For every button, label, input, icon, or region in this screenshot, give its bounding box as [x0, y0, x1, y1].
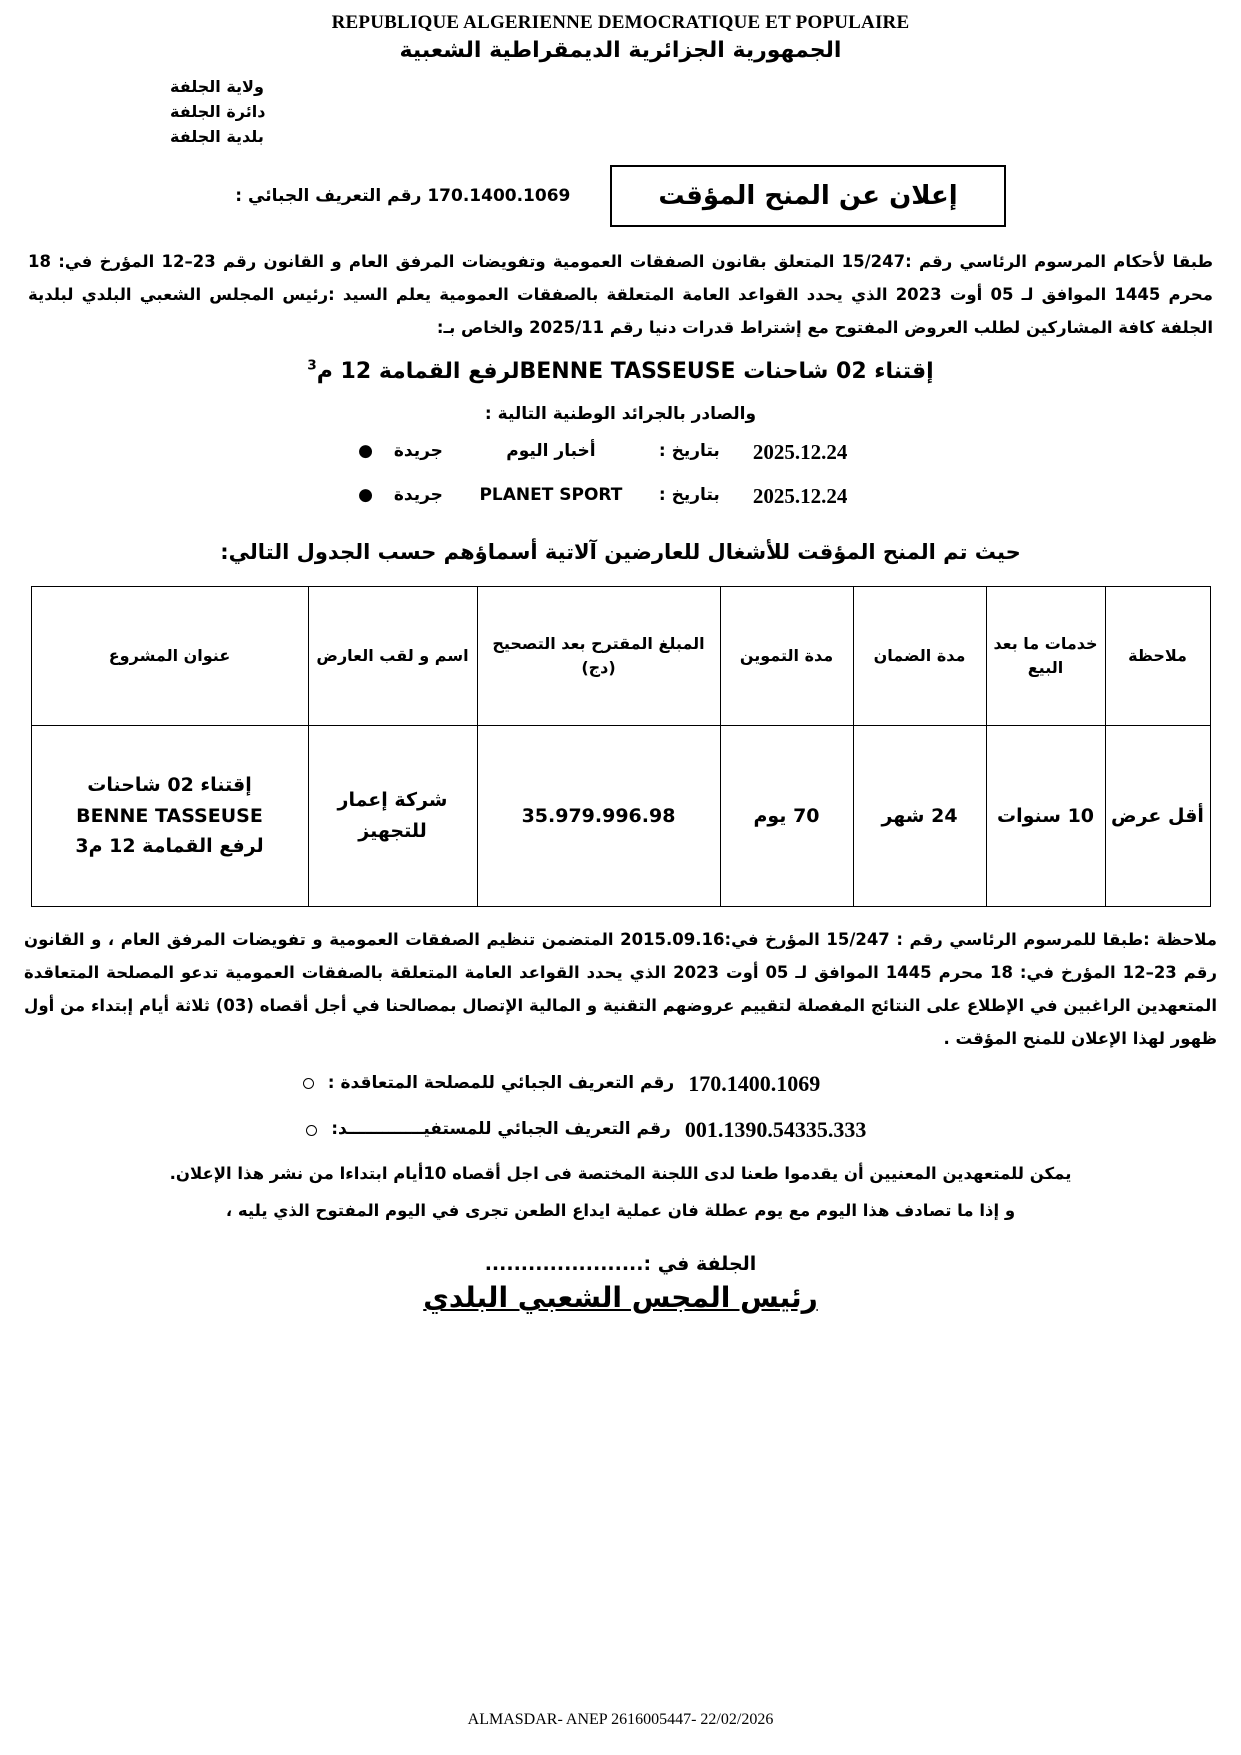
cell-project-line1: إقتناء 02 شاحنات [87, 774, 252, 797]
col-bidder: اسم و لقب العارض [308, 586, 477, 725]
header-fiscal-id-label: رقم التعريف الجبائي : [235, 186, 422, 207]
circle-bullet-icon [306, 1125, 317, 1136]
bullet-icon: ● [358, 441, 373, 462]
legal-note: ملاحظة :طبقا للمرسوم الرئاسي رقم : 15/247 المؤرخ في:2015.09.16 المتضمن تنظيم الصفقات العمومية و تفويضات المرفق العام ، و القانون رقم 23–12 المؤرخ في: 18 محرم 1445 الموافق لـ 05 أوت 2023 الذي يحدد القواعد العامة المتعلقة بالصفقات العمومية تدعو المصلحة المتعاقدة المتعهدين الراغبين في الإطلاع على النتائج المفصلة لتقييم عروضهم التقنية و المالية الإتصال بمصالحنا في أجل أقصاه (03) ثلاثة أيام إبتداء من أول ظهور لهذا الإعلان للمنح المؤقت . [24, 929, 1217, 1048]
col-after-sale: خدمات ما بعد البيع [986, 586, 1105, 725]
journals-list [0, 430, 1241, 518]
subject-superscript: 3 [307, 358, 317, 375]
fiscal-id-row [0, 1107, 1241, 1153]
table-header-row [31, 586, 1210, 725]
cell-supply-period: 70 يوم [720, 725, 853, 906]
col-note: ملاحظة [1105, 586, 1210, 725]
journals-intro: والصادر بالجرائد الوطنية التالية : [484, 403, 757, 424]
header-fiscal-id [235, 186, 570, 206]
journal-name: أخبار اليوم [506, 440, 596, 461]
journal-date: 2025.12.24 [752, 483, 848, 508]
title-row [0, 165, 1241, 227]
subject-text-after: لرفع القمامة 12 م [316, 359, 520, 385]
journal-name: PLANET SPORT [479, 484, 623, 505]
journal-date-label: بتاريخ : [658, 440, 720, 461]
header-fiscal-id-value: 170.1400.1069 [427, 186, 571, 207]
contracting-fiscal-id-label: رقم التعريف الجبائي للمصلحة المتعاقدة : [327, 1073, 675, 1094]
table-row [31, 725, 1210, 906]
cell-warranty: 24 شهر [853, 725, 986, 906]
intro-paragraph: طبقا لأحكام المرسوم الرئاسي رقم :15/247 المتعلق بقانون الصفقات العمومية وتفويضات المرفق العام و القانون رقم 23–12 المؤرخ في: 18 محرم 1445 الموافق لـ 05 أوت 2023 الذي يحدد القواعد العامة المتعلقة بالصفقات العمومية يعلم السيد :رئيس المجلس الشعبي البلدي لبلدية الجلفة كافة المشاركين لطلب العروض المفتوح مع إشتراط قدرات دنيا رقم 2025/11 والخاص بـ: [28, 252, 1213, 338]
journal-date-label: بتاريخ : [658, 484, 720, 505]
cell-project [31, 725, 308, 906]
journal-row [0, 430, 1241, 474]
fiscal-ids-list [0, 1061, 1241, 1153]
award-intro-line: حيث تم المنح المؤقت للأشغال للعارضين آلاتية أسماؤهم حسب الجدول التالي: [220, 539, 1021, 564]
journal-date: 2025.12.24 [752, 439, 848, 464]
appeal-line-2: و إذا ما تصادف هذا اليوم مع يوم عطلة فان عملية ايداع الطعن تجرى في اليوم المفتوح الذي يليه ، [225, 1201, 1016, 1221]
beneficiary-fiscal-id-value: 001.1390.54335.333 [684, 1116, 867, 1142]
baladia-line: بلدية الجلفة [170, 126, 264, 146]
contracting-fiscal-id-value: 170.1400.1069 [688, 1070, 821, 1096]
cell-note: أقل عرض [1105, 725, 1210, 906]
bullet-icon: ● [358, 485, 373, 506]
announcement-title-box: إعلان عن المنح المؤقت [610, 165, 1005, 227]
cell-bidder: شركة إعمار للتجهيز [308, 725, 477, 906]
col-amount: المبلغ المقترح بعد التصحيح (دج) [477, 586, 720, 725]
intro-paragraph-block [28, 245, 1213, 389]
col-warranty: مدة الضمان [853, 586, 986, 725]
journal-label: جريدة [393, 484, 443, 505]
daira-line: دائرة الجلفة [170, 101, 266, 121]
cell-project-line3: لرفع القمامة 12 م3 [75, 834, 264, 857]
footer-reference: ALMASDAR- ANEP 2616005447- 22/02/2026 [467, 1711, 774, 1728]
cell-amount: 35.979.996.98 [477, 725, 720, 906]
signature-block [0, 1253, 1241, 1314]
fiscal-id-row [0, 1061, 1241, 1107]
wilaya-line: ولاية الجلفة [170, 77, 264, 96]
cell-project-line2: BENNE TASSEUSE [76, 804, 263, 827]
signature-place: الجلفة في :...................... [484, 1253, 757, 1276]
subject-text-latin: BENNE TASSEUSE [519, 359, 736, 385]
circle-bullet-icon [303, 1078, 314, 1089]
col-project: عنوان المشروع [31, 586, 308, 725]
beneficiary-fiscal-id-label: رقم التعريف الجبائي للمستفيـــــــــــــد: [331, 1119, 671, 1140]
journal-row [0, 474, 1241, 518]
appeal-line-1: يمكن للمتعهدين المعنيين أن يقدموا طعنا لدى اللجنة المختصة فى اجل أقصاه 10أيام ابتداءا من نشر هذا الإعلان. [169, 1164, 1072, 1184]
project-subject-line [28, 354, 1213, 389]
document-header [0, 0, 1241, 63]
subject-text-before: إقتناء 02 شاحنات [735, 359, 934, 385]
award-table [31, 586, 1211, 907]
republic-title-latin: REPUBLIQUE ALGERIENNE DEMOCRATIQUE ET POPULAIRE [331, 12, 910, 33]
col-supply-period: مدة التموين [720, 586, 853, 725]
journal-label: جريدة [393, 440, 443, 461]
republic-title-arabic: الجمهورية الجزائرية الديمقراطية الشعبية [399, 38, 842, 63]
signature-title: رئيس المجس الشعبي البلدي [423, 1281, 818, 1315]
administrative-hierarchy [0, 75, 1241, 149]
cell-after-sale: 10 سنوات [986, 725, 1105, 906]
